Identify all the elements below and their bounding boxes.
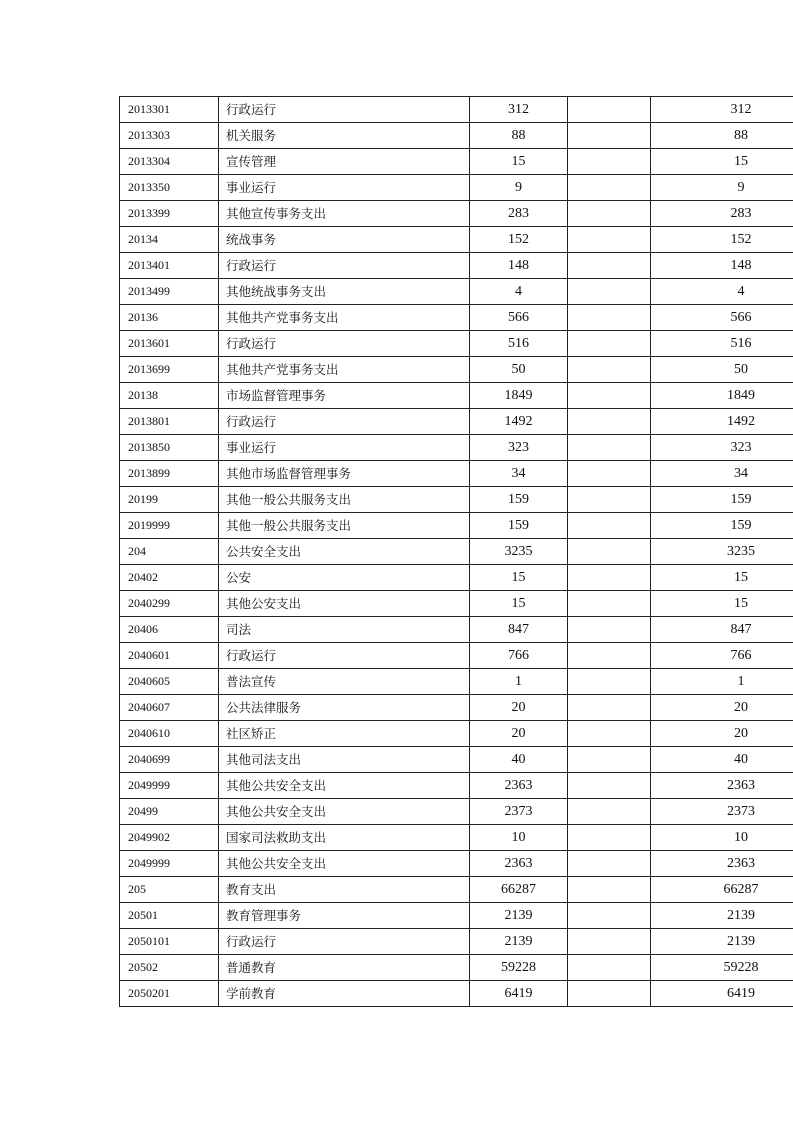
subject-code-cell: 2013350 [120, 175, 219, 201]
table-row [120, 565, 793, 591]
amount-cell: 4 [470, 279, 568, 305]
total-cell: 323 [651, 435, 793, 461]
subject-code-cell: 2013801 [120, 409, 219, 435]
total-cell: 20 [651, 721, 793, 747]
total-cell: 3235 [651, 539, 793, 565]
total-cell: 15 [651, 149, 793, 175]
amount-cell: 3235 [470, 539, 568, 565]
empty-cell [568, 695, 651, 721]
empty-cell [568, 747, 651, 773]
amount-cell: 2363 [470, 773, 568, 799]
total-cell: 34 [651, 461, 793, 487]
subject-name-cell: 其他一般公共服务支出 [219, 487, 470, 513]
total-cell: 1849 [651, 383, 793, 409]
empty-cell [568, 383, 651, 409]
subject-name-cell: 行政运行 [219, 409, 470, 435]
subject-code-cell: 2040605 [120, 669, 219, 695]
amount-cell: 566 [470, 305, 568, 331]
subject-code-cell: 2013899 [120, 461, 219, 487]
total-cell: 312 [651, 97, 793, 123]
table-row [120, 981, 793, 1007]
subject-code-cell: 20138 [120, 383, 219, 409]
table-row [120, 643, 793, 669]
amount-cell: 59228 [470, 955, 568, 981]
amount-cell: 15 [470, 149, 568, 175]
total-cell: 283 [651, 201, 793, 227]
subject-name-cell: 其他公安支出 [219, 591, 470, 617]
amount-cell: 9 [470, 175, 568, 201]
total-cell: 2363 [651, 773, 793, 799]
table-row [120, 955, 793, 981]
total-cell: 2139 [651, 929, 793, 955]
subject-name-cell: 统战事务 [219, 227, 470, 253]
subject-code-cell: 2040610 [120, 721, 219, 747]
subject-name-cell: 行政运行 [219, 643, 470, 669]
amount-cell: 148 [470, 253, 568, 279]
subject-code-cell: 20499 [120, 799, 219, 825]
table-row [120, 175, 793, 201]
total-cell: 6419 [651, 981, 793, 1007]
table-row [120, 669, 793, 695]
empty-cell [568, 279, 651, 305]
total-cell: 15 [651, 565, 793, 591]
table-row [120, 97, 793, 123]
amount-cell: 20 [470, 721, 568, 747]
total-cell: 152 [651, 227, 793, 253]
table-row [120, 279, 793, 305]
table-row [120, 357, 793, 383]
subject-code-cell: 205 [120, 877, 219, 903]
subject-name-cell: 行政运行 [219, 253, 470, 279]
subject-code-cell: 2019999 [120, 513, 219, 539]
table-row [120, 513, 793, 539]
amount-cell: 323 [470, 435, 568, 461]
table-row [120, 461, 793, 487]
total-cell: 2373 [651, 799, 793, 825]
subject-name-cell: 市场监督管理事务 [219, 383, 470, 409]
subject-name-cell: 公安 [219, 565, 470, 591]
table-row [120, 747, 793, 773]
subject-code-cell: 2049999 [120, 851, 219, 877]
empty-cell [568, 929, 651, 955]
total-cell: 159 [651, 513, 793, 539]
total-cell: 40 [651, 747, 793, 773]
empty-cell [568, 877, 651, 903]
table-row [120, 227, 793, 253]
subject-code-cell: 2013304 [120, 149, 219, 175]
amount-cell: 283 [470, 201, 568, 227]
subject-name-cell: 学前教育 [219, 981, 470, 1007]
empty-cell [568, 539, 651, 565]
subject-name-cell: 其他一般公共服务支出 [219, 513, 470, 539]
total-cell: 66287 [651, 877, 793, 903]
table-row [120, 825, 793, 851]
subject-name-cell: 其他司法支出 [219, 747, 470, 773]
subject-name-cell: 其他市场监督管理事务 [219, 461, 470, 487]
empty-cell [568, 409, 651, 435]
subject-code-cell: 20402 [120, 565, 219, 591]
empty-cell [568, 903, 651, 929]
subject-code-cell: 2050101 [120, 929, 219, 955]
subject-name-cell: 其他公共安全支出 [219, 773, 470, 799]
subject-name-cell: 其他统战事务支出 [219, 279, 470, 305]
amount-cell: 1849 [470, 383, 568, 409]
table-row [120, 539, 793, 565]
empty-cell [568, 591, 651, 617]
amount-cell: 20 [470, 695, 568, 721]
empty-cell [568, 305, 651, 331]
amount-cell: 1492 [470, 409, 568, 435]
table-row [120, 851, 793, 877]
empty-cell [568, 643, 651, 669]
subject-name-cell: 司法 [219, 617, 470, 643]
table-row [120, 695, 793, 721]
table-row [120, 123, 793, 149]
subject-code-cell: 204 [120, 539, 219, 565]
amount-cell: 15 [470, 591, 568, 617]
amount-cell: 66287 [470, 877, 568, 903]
subject-code-cell: 20502 [120, 955, 219, 981]
subject-code-cell: 2013499 [120, 279, 219, 305]
amount-cell: 312 [470, 97, 568, 123]
subject-name-cell: 行政运行 [219, 97, 470, 123]
empty-cell [568, 773, 651, 799]
amount-cell: 88 [470, 123, 568, 149]
subject-code-cell: 2040601 [120, 643, 219, 669]
total-cell: 159 [651, 487, 793, 513]
subject-code-cell: 2050201 [120, 981, 219, 1007]
amount-cell: 2363 [470, 851, 568, 877]
total-cell: 10 [651, 825, 793, 851]
subject-name-cell: 行政运行 [219, 929, 470, 955]
total-cell: 566 [651, 305, 793, 331]
empty-cell [568, 461, 651, 487]
empty-cell [568, 97, 651, 123]
table-row [120, 877, 793, 903]
subject-name-cell: 其他共产党事务支出 [219, 305, 470, 331]
table-row [120, 799, 793, 825]
subject-code-cell: 2013601 [120, 331, 219, 357]
amount-cell: 1 [470, 669, 568, 695]
table-row [120, 487, 793, 513]
subject-code-cell: 2013301 [120, 97, 219, 123]
table-row [120, 331, 793, 357]
amount-cell: 2139 [470, 929, 568, 955]
total-cell: 516 [651, 331, 793, 357]
subject-code-cell: 2013303 [120, 123, 219, 149]
subject-name-cell: 教育支出 [219, 877, 470, 903]
subject-name-cell: 普法宣传 [219, 669, 470, 695]
empty-cell [568, 487, 651, 513]
empty-cell [568, 175, 651, 201]
total-cell: 1 [651, 669, 793, 695]
amount-cell: 50 [470, 357, 568, 383]
empty-cell [568, 799, 651, 825]
amount-cell: 2373 [470, 799, 568, 825]
subject-name-cell: 其他共产党事务支出 [219, 357, 470, 383]
subject-name-cell: 机关服务 [219, 123, 470, 149]
subject-code-cell: 20136 [120, 305, 219, 331]
empty-cell [568, 617, 651, 643]
amount-cell: 2139 [470, 903, 568, 929]
table-row [120, 773, 793, 799]
subject-name-cell: 其他公共安全支出 [219, 799, 470, 825]
subject-code-cell: 2013850 [120, 435, 219, 461]
total-cell: 59228 [651, 955, 793, 981]
empty-cell [568, 201, 651, 227]
budget-table [119, 96, 793, 1007]
amount-cell: 516 [470, 331, 568, 357]
amount-cell: 34 [470, 461, 568, 487]
subject-code-cell: 2049999 [120, 773, 219, 799]
empty-cell [568, 955, 651, 981]
subject-name-cell: 其他公共安全支出 [219, 851, 470, 877]
subject-name-cell: 事业运行 [219, 435, 470, 461]
total-cell: 847 [651, 617, 793, 643]
total-cell: 50 [651, 357, 793, 383]
subject-code-cell: 20406 [120, 617, 219, 643]
empty-cell [568, 331, 651, 357]
total-cell: 20 [651, 695, 793, 721]
empty-cell [568, 123, 651, 149]
empty-cell [568, 513, 651, 539]
table-row [120, 149, 793, 175]
empty-cell [568, 435, 651, 461]
table-row [120, 721, 793, 747]
subject-name-cell: 社区矫正 [219, 721, 470, 747]
table-row [120, 435, 793, 461]
subject-name-cell: 公共安全支出 [219, 539, 470, 565]
total-cell: 88 [651, 123, 793, 149]
table-row [120, 383, 793, 409]
table-row [120, 409, 793, 435]
subject-code-cell: 2040299 [120, 591, 219, 617]
subject-code-cell: 2013699 [120, 357, 219, 383]
subject-name-cell: 公共法律服务 [219, 695, 470, 721]
budget-table-body [120, 97, 793, 1007]
subject-code-cell: 2040607 [120, 695, 219, 721]
total-cell: 766 [651, 643, 793, 669]
total-cell: 1492 [651, 409, 793, 435]
amount-cell: 766 [470, 643, 568, 669]
subject-name-cell: 国家司法救助支出 [219, 825, 470, 851]
empty-cell [568, 721, 651, 747]
empty-cell [568, 149, 651, 175]
empty-cell [568, 851, 651, 877]
amount-cell: 40 [470, 747, 568, 773]
table-row [120, 253, 793, 279]
subject-code-cell: 2040699 [120, 747, 219, 773]
subject-code-cell: 2013399 [120, 201, 219, 227]
table-row [120, 929, 793, 955]
empty-cell [568, 825, 651, 851]
amount-cell: 10 [470, 825, 568, 851]
total-cell: 2363 [651, 851, 793, 877]
amount-cell: 159 [470, 487, 568, 513]
total-cell: 15 [651, 591, 793, 617]
subject-name-cell: 宣传管理 [219, 149, 470, 175]
amount-cell: 159 [470, 513, 568, 539]
subject-code-cell: 20199 [120, 487, 219, 513]
total-cell: 9 [651, 175, 793, 201]
subject-code-cell: 20134 [120, 227, 219, 253]
table-row [120, 903, 793, 929]
empty-cell [568, 565, 651, 591]
amount-cell: 6419 [470, 981, 568, 1007]
subject-code-cell: 2013401 [120, 253, 219, 279]
table-row [120, 201, 793, 227]
total-cell: 4 [651, 279, 793, 305]
amount-cell: 152 [470, 227, 568, 253]
total-cell: 2139 [651, 903, 793, 929]
empty-cell [568, 253, 651, 279]
subject-name-cell: 事业运行 [219, 175, 470, 201]
empty-cell [568, 357, 651, 383]
empty-cell [568, 981, 651, 1007]
empty-cell [568, 227, 651, 253]
empty-cell [568, 669, 651, 695]
subject-name-cell: 其他宣传事务支出 [219, 201, 470, 227]
subject-code-cell: 20501 [120, 903, 219, 929]
amount-cell: 847 [470, 617, 568, 643]
subject-code-cell: 2049902 [120, 825, 219, 851]
total-cell: 148 [651, 253, 793, 279]
subject-name-cell: 行政运行 [219, 331, 470, 357]
table-row [120, 305, 793, 331]
table-row [120, 591, 793, 617]
subject-name-cell: 普通教育 [219, 955, 470, 981]
table-row [120, 617, 793, 643]
subject-name-cell: 教育管理事务 [219, 903, 470, 929]
amount-cell: 15 [470, 565, 568, 591]
